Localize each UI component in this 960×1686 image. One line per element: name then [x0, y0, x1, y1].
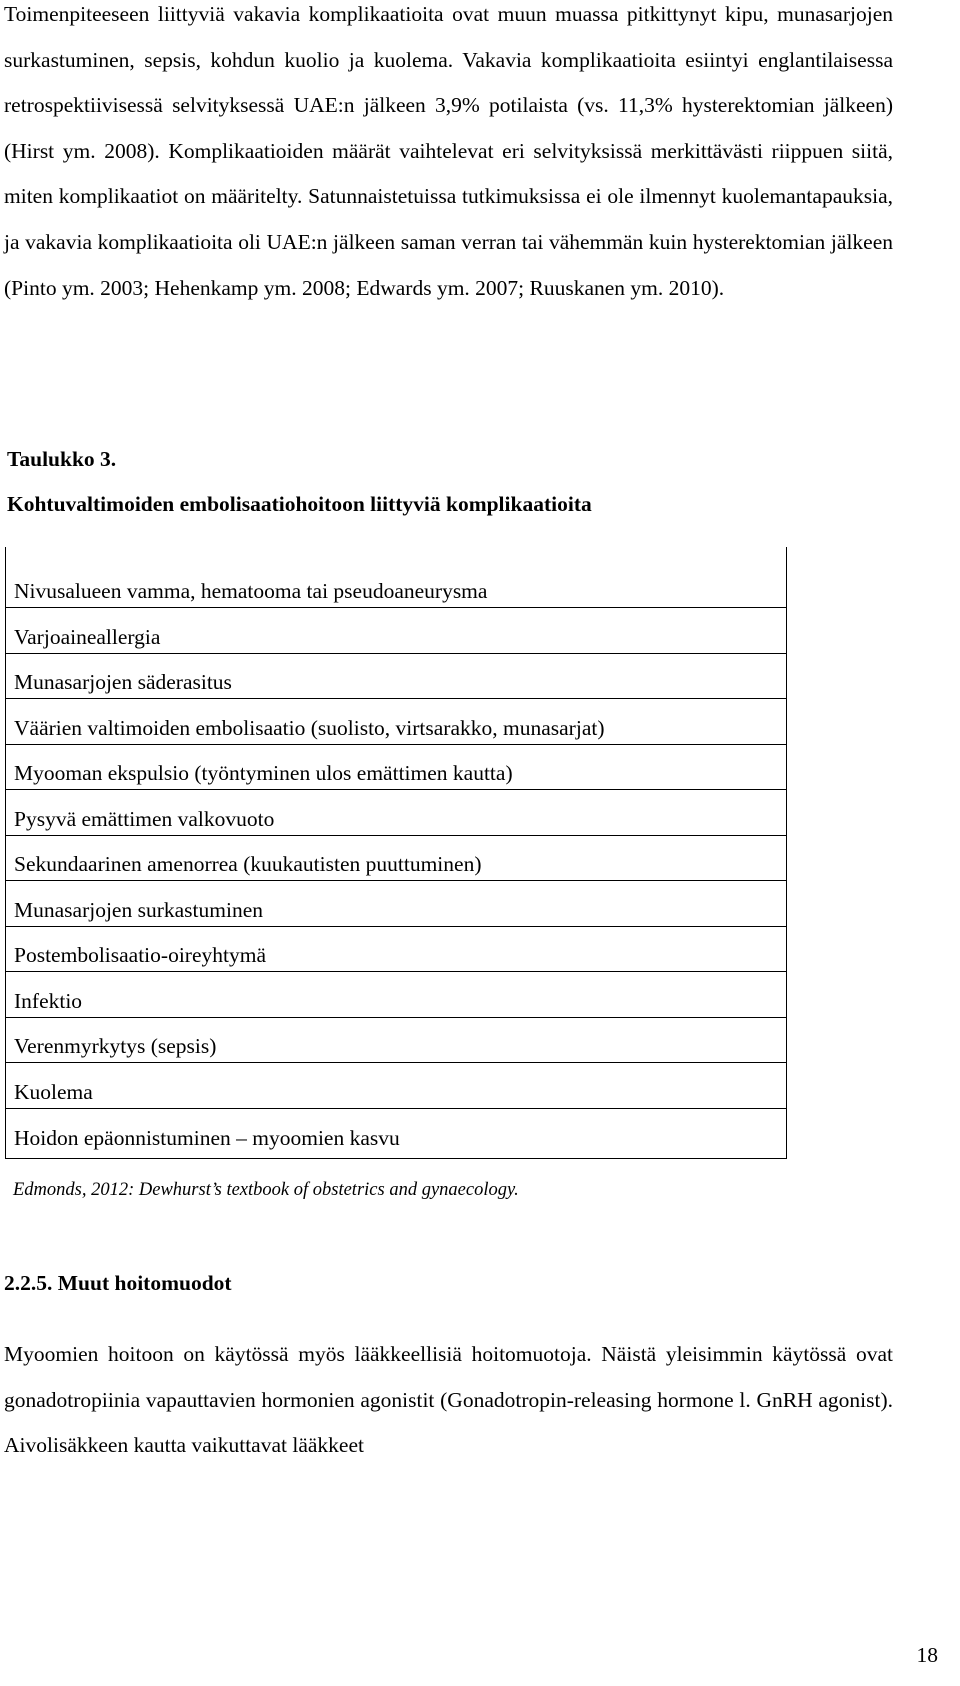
table-row	[6, 744, 787, 790]
table-cell: Pysyvä emättimen valkovuoto	[6, 790, 787, 836]
table-row	[6, 1108, 787, 1158]
table-caption-number: Taulukko 3.	[7, 447, 117, 471]
table-cell: Nivusalueen vamma, hematooma tai pseudoaneurysma	[6, 547, 787, 608]
table-row	[6, 699, 787, 745]
table-caption-title: Kohtuvaltimoiden embolisaatiohoitoon liittyviä komplikaatioita	[7, 492, 592, 516]
page-number: 18	[916, 1643, 938, 1667]
table-cell: Munasarjojen säderasitus	[6, 653, 787, 699]
table-row	[6, 881, 787, 927]
body-paragraph: Myoomien hoitoon on käytössä myös lääkkeellisiä hoitomuotoja. Näistä yleisimmin käytössä ovat gonadotropiinia vapauttavien hormonien agonistit (Gonadotropin-releasing hormone l. GnRH agonist). Aivolisäkkeen kautta vaikuttavat lääkkeet	[4, 1342, 893, 1458]
table-row	[6, 1063, 787, 1109]
table-row	[6, 926, 787, 972]
complications-table	[5, 547, 787, 1159]
table-cell: Infektio	[6, 972, 787, 1018]
table-cell: Varjoaineallergia	[6, 608, 787, 654]
table-source: Edmonds, 2012: Dewhurst’s textbook of obstetrics and gynaecology.	[13, 1180, 519, 1200]
table-cell: Verenmyrkytys (sepsis)	[6, 1017, 787, 1063]
table-cell: Postembolisaatio-oireyhtymä	[6, 926, 787, 972]
section-heading: 2.2.5. Muut hoitomuodot	[4, 1271, 232, 1295]
table-cell: Munasarjojen surkastuminen	[6, 881, 787, 927]
table-cell: Kuolema	[6, 1063, 787, 1109]
table-cell: Väärien valtimoiden embolisaatio (suolisto, virtsarakko, munasarjat)	[6, 699, 787, 745]
table-row	[6, 1017, 787, 1063]
table-cell: Myooman ekspulsio (työntyminen ulos emättimen kautta)	[6, 744, 787, 790]
intro-paragraph: Toimenpiteeseen liittyviä vakavia komplikaatioita ovat muun muassa pitkittynyt kipu, munasarjojen surkastuminen, sepsis, kohdun kuolio ja kuolema. Vakavia komplikaatioita esiintyi englantilaisessa retrospektiivisessä selvityksessä UAE:n jälkeen 3,9% potilaista (vs. 11,3% hysterektomian jälkeen) (Hirst ym. 2008). Komplikaatioiden määrät vaihtelevat eri selvityksissä merkittävästi riippuen siitä, miten komplikaatiot on määritelty. Satunnaistetuissa tutkimuksissa ei ole ilmennyt kuolemantapauksia, ja vakavia komplikaatioita oli UAE:n jälkeen saman verran tai vähemmän kuin hysterektomian jälkeen (Pinto ym. 2003; Hehenkamp ym. 2008; Edwards ym. 2007; Ruuskanen ym. 2010).	[4, 2, 893, 300]
table-cell: Hoidon epäonnistuminen – myoomien kasvu	[6, 1108, 787, 1158]
table-row	[6, 608, 787, 654]
table-row	[6, 790, 787, 836]
table-row	[6, 972, 787, 1018]
table-row	[6, 547, 787, 608]
table-cell: Sekundaarinen amenorrea (kuukautisten puuttuminen)	[6, 835, 787, 881]
table-row	[6, 653, 787, 699]
table-row	[6, 835, 787, 881]
